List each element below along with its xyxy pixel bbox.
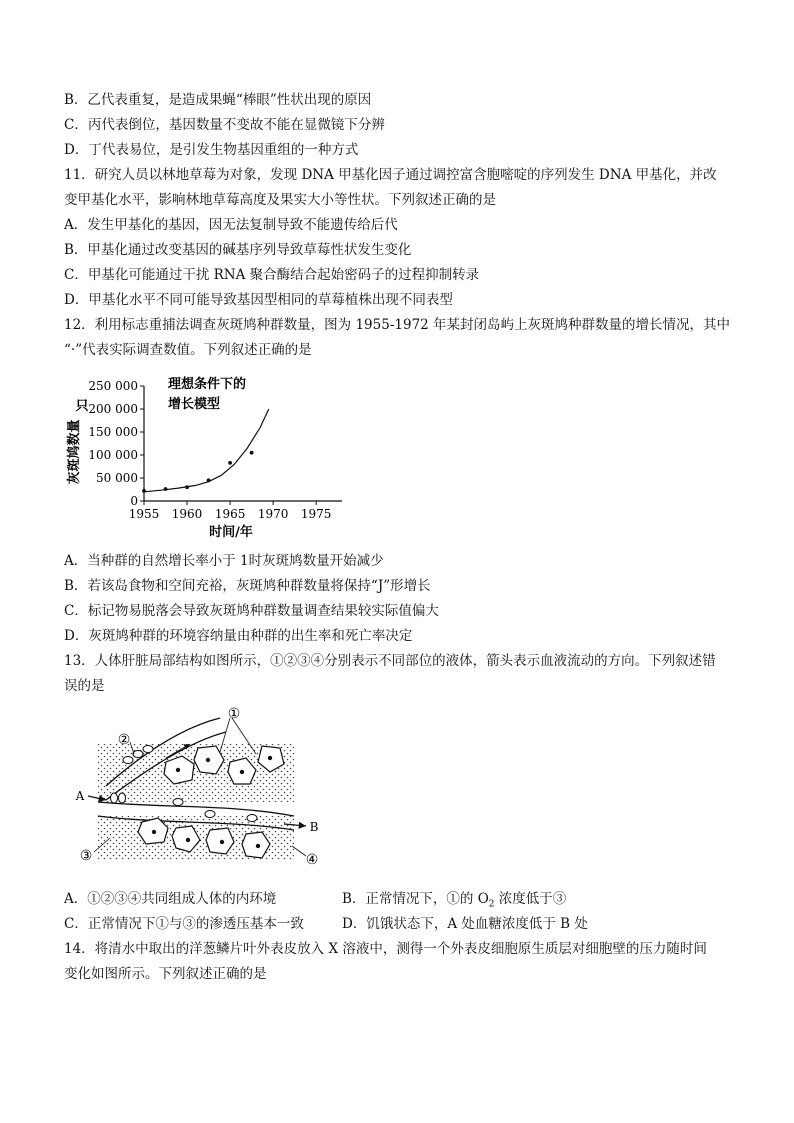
y-tick-label: 100 000 <box>88 448 138 462</box>
q14-stem-line1: 14．将清水中取出的洋葱鳞片叶外表皮放入 X 溶液中，测得一个外表皮细胞原生质层对细胞壁的压力随时间 <box>64 941 707 957</box>
liver-structure-diagram <box>70 704 332 876</box>
label-4: ④ <box>305 852 319 868</box>
observed-point <box>250 451 254 455</box>
q12-option-d: D．灰斑鸠种群的环境容纳量由种群的出生率和死亡率决定 <box>64 628 413 644</box>
observed-point <box>142 489 146 493</box>
y-axis-unit: 只 <box>75 399 89 414</box>
q12-option-b: B．若该岛食物和空间充裕，灰斑鸠种群数量将保持“J”形增长 <box>64 578 431 594</box>
x-axis-label: 时间/年 <box>209 525 253 540</box>
model-curve <box>144 409 269 492</box>
q12-stem-line1: 12．利用标志重捕法调查灰斑鸠种群数量，图为 1955-1972 年某封闭岛屿上灰斑鸠种群数量的增长情况，其中 <box>64 317 731 333</box>
q14-stem-line2: 变化如图所示。下列叙述正确的是 <box>64 966 267 982</box>
y-tick-label: 50 000 <box>96 471 138 485</box>
x-tick-label: 1960 <box>171 507 203 521</box>
q11-stem-line2: 变甲基化水平，影响林地草莓高度及果实大小等性状。下列叙述正确的是 <box>64 192 496 208</box>
x-tick-label: 1965 <box>214 507 246 521</box>
y-tick-label: 200 000 <box>88 402 138 416</box>
label-3: ③ <box>79 848 93 864</box>
x-tick-label: 1970 <box>257 507 289 521</box>
q11-stem-line1: 11．研究人员以林地草莓为对象，发现 DNA 甲基化因子通过调控富含胞嘧啶的序列发生 DNA 甲基化，并改 <box>64 167 717 183</box>
observed-point <box>164 487 168 491</box>
q13-option-d: D．饥饿状态下，A 处血糖浓度低于 B 处 <box>342 916 588 932</box>
y-ticks <box>88 379 144 508</box>
x-ticks <box>129 501 332 521</box>
label-1: ① <box>227 706 241 722</box>
label-a: A <box>75 789 85 803</box>
x-tick-label: 1955 <box>128 507 160 521</box>
q10-option-c: C．丙代表倒位，基因数量不变故不能在显微镜下分辨 <box>64 117 385 133</box>
growth-chart <box>64 366 364 546</box>
q11-option-c: C．甲基化可能通过干扰 RNA 聚合酶结合起始密码子的过程抑制转录 <box>64 267 480 283</box>
observed-point <box>228 461 232 465</box>
label-2: ② <box>117 732 131 748</box>
q12-option-a: A．当种群的自然增长率小于 1时灰斑鸠数量开始减少 <box>64 553 384 569</box>
q13-option-c: C．正常情况下①与③的渗透压基本一致 <box>64 916 304 932</box>
q11-option-d: D．甲基化水平不同可能导致基因型相同的草莓植株出现不同表型 <box>64 292 453 308</box>
observed-point <box>185 485 189 489</box>
q13-option-b: B．正常情况下，①的 $O_2$ 浓度低于③ <box>342 891 567 910</box>
x-tick-label: 1975 <box>300 507 332 521</box>
chart-title-line1: 理想条件下的 <box>168 377 247 392</box>
y-axis-label: 灰斑鸠数量 <box>67 419 82 485</box>
observed-point <box>207 478 211 482</box>
q13-stem-line1: 13．人体肝脏局部结构如图所示，①②③④分别表示不同部位的液体，箭头表示血液流动的方向。下列叙述错 <box>64 653 716 669</box>
y-tick-label: 0 <box>130 494 138 508</box>
q12-option-c: C．标记物易脱落会导致灰斑鸠种群数量调查结果较实际值偏大 <box>64 603 439 619</box>
y-tick-label: 250 000 <box>88 379 138 393</box>
q10-option-b: B．乙代表重复，是造成果蝇“棒眼”性状出现的原因 <box>64 92 372 108</box>
q12-stem-line2: “·”代表实际调查数值。下列叙述正确的是 <box>64 342 312 358</box>
q13-stem-line2: 误的是 <box>64 678 105 694</box>
observed-points <box>142 451 253 493</box>
q13-option-a: A．①②③④共同组成人体的内环境 <box>64 891 277 907</box>
main-blood-vessel <box>98 802 294 816</box>
chart-title-line2: 增长模型 <box>168 397 221 412</box>
q10-option-d: D．丁代表易位，是引发生物基因重组的一种方式 <box>64 142 359 158</box>
y-tick-label: 150 000 <box>88 425 138 439</box>
q11-option-a: A．发生甲基化的基因，因无法复制导致不能遗传给后代 <box>64 217 398 233</box>
label-b: B <box>309 820 319 834</box>
q11-option-b: B．甲基化通过改变基因的碱基序列导致草莓性状发生变化 <box>64 242 412 258</box>
